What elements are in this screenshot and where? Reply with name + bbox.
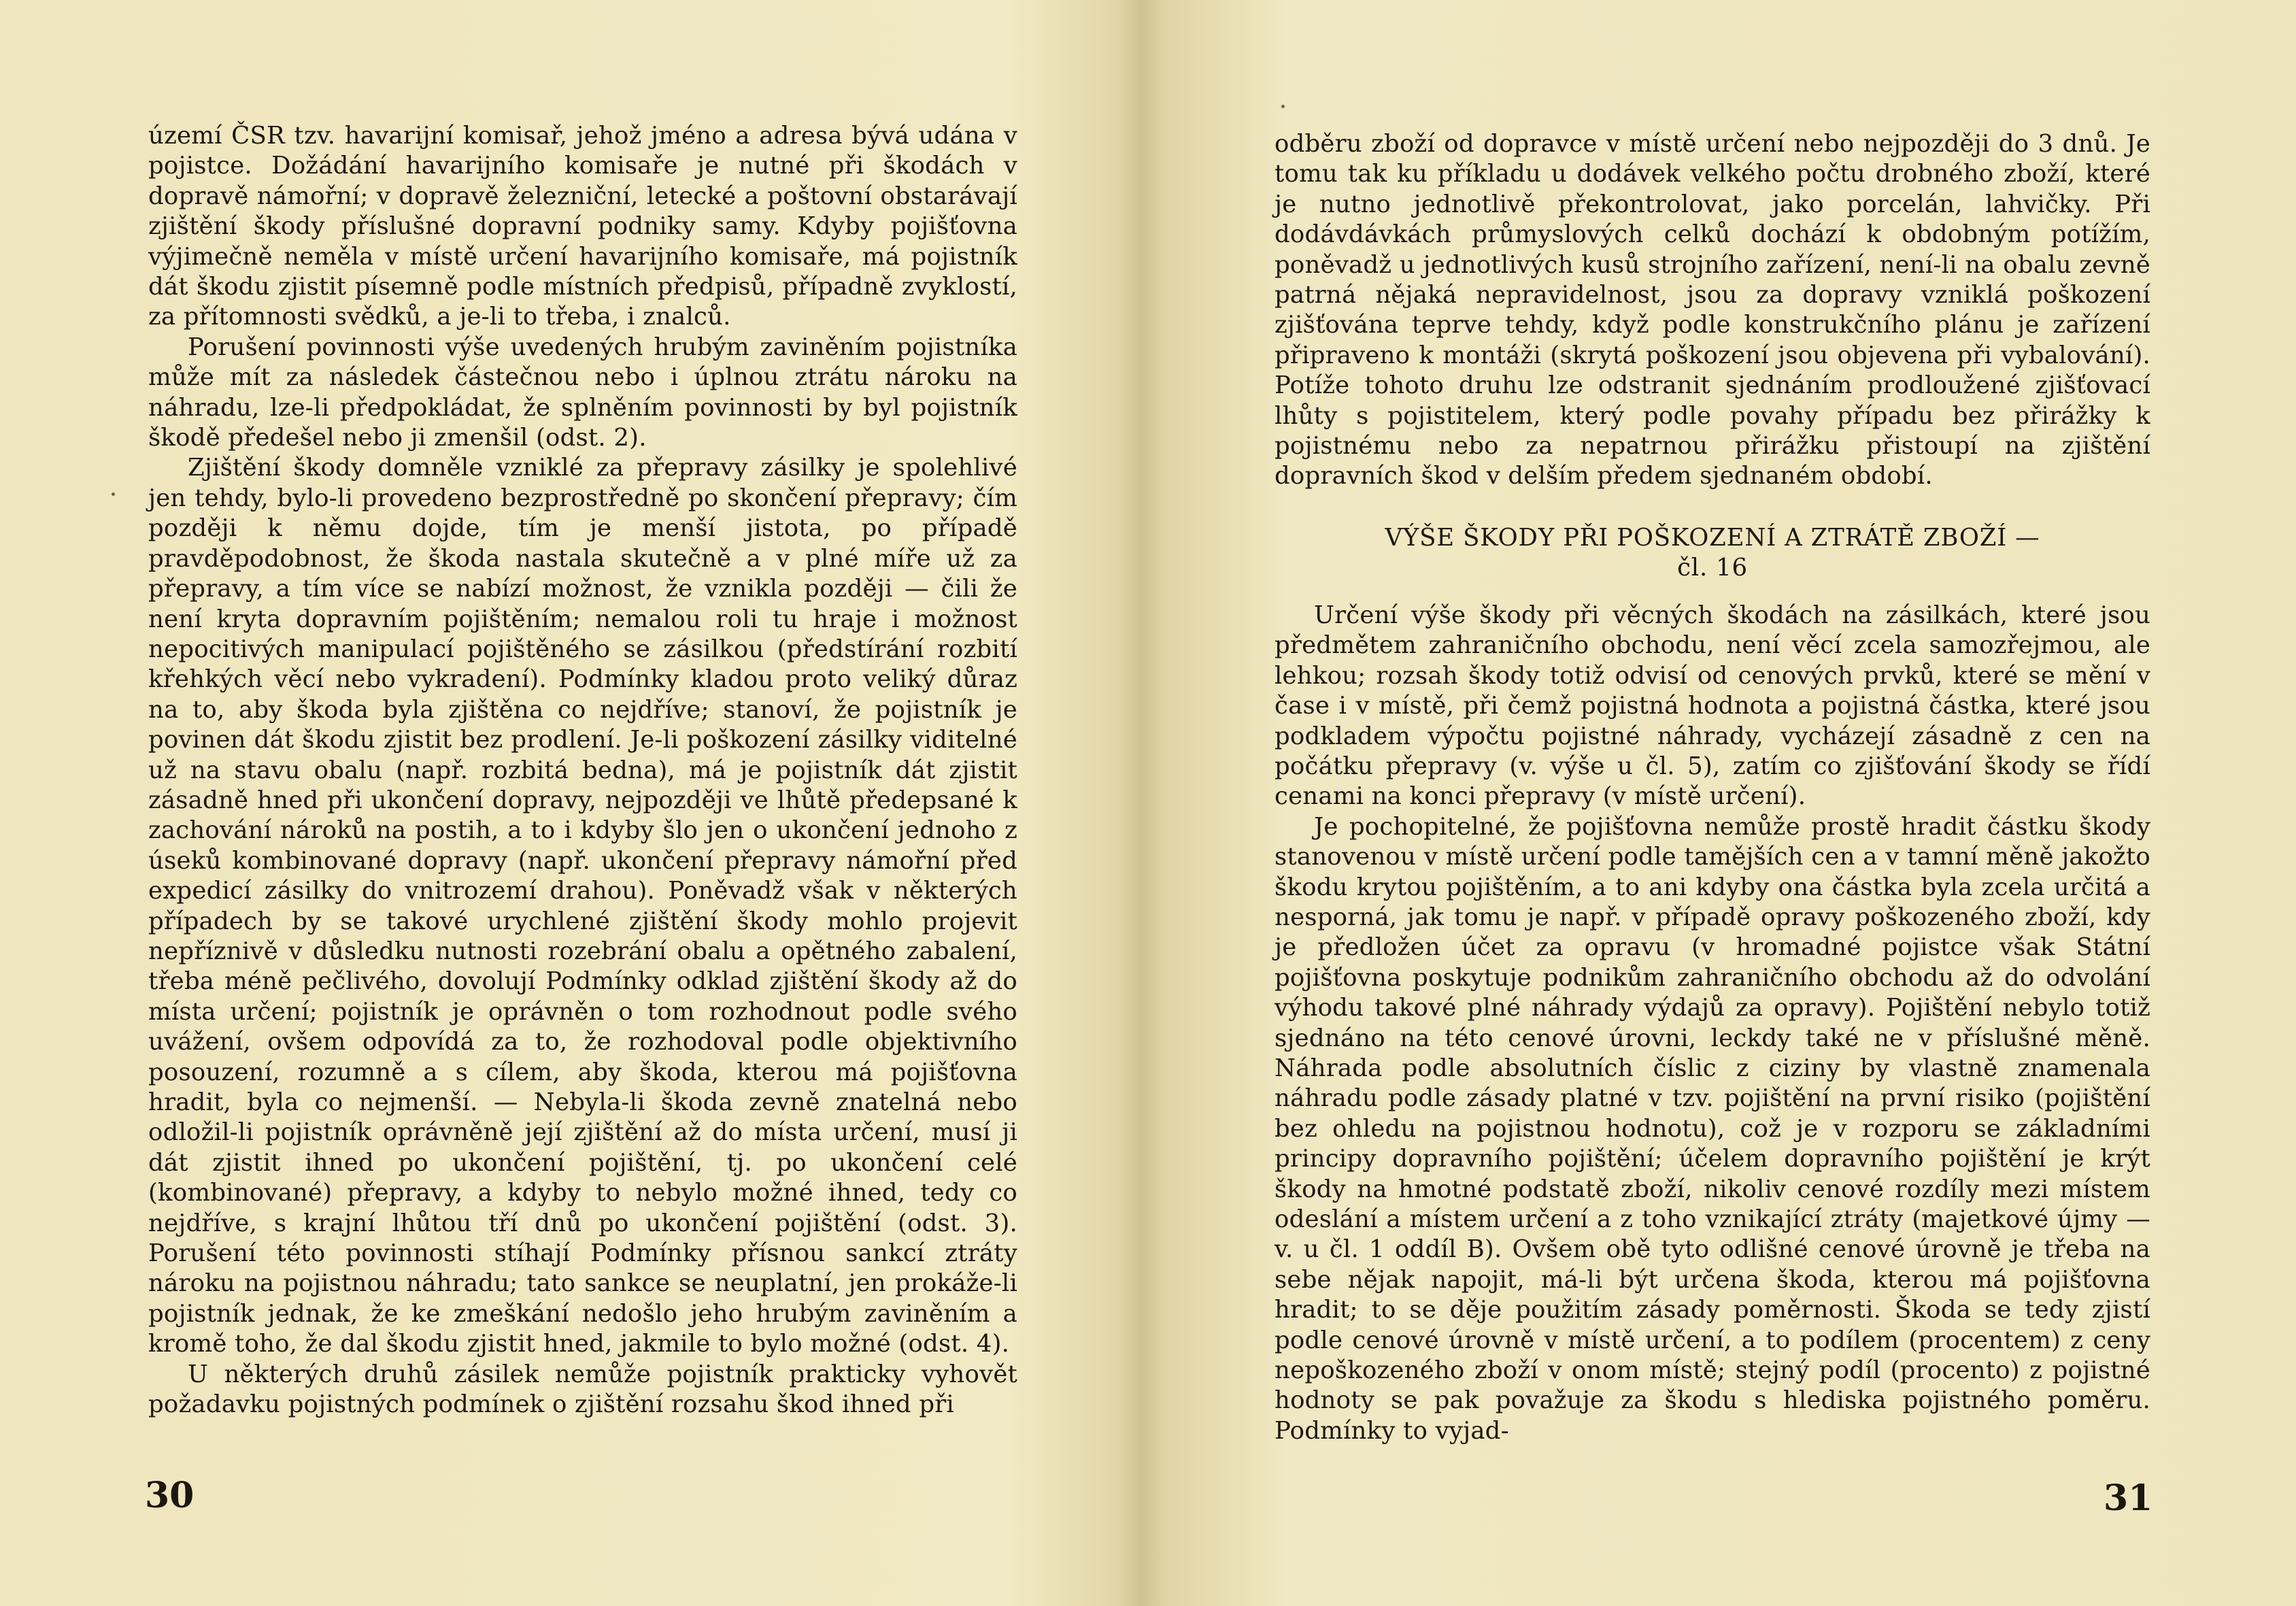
page-number: 31 — [2104, 1477, 2153, 1519]
paragraph: Zjištění škody domněle vzniklé za přepravy zásilky je spolehlivé jen tehdy, bylo-li provedeno bezprostředně po skončení přepravy; čím později k němu dojde, tím je menší jistota, po případě pravděpodobnost, že škoda nastala skutečně a v plné míře už za přepravy, a tím více se nabízí možnost, že vznikla později — čili že není kryta dopravním pojištěním; nemalou roli tu hraje i možnost nepocitivých manipulací pojištěného se zásilkou (předstírání rozbití křehkých věcí nebo vykradení). Podmínky kladou proto veliký důraz na to, aby škoda byla zjištěna co nejdříve; stanoví, že pojistník je povinen dát škodu zjistit bez prodlení. Je-li poškození zásilky viditelné už na stavu obalu (např. rozbitá bedna), má je pojistník dát zjistit zásadně hned při ukončení dopravy, nejpozději ve lhůtě předepsané k zachování nároků na postih, a to i kdyby šlo jen o ukončení jednoho z úseků kombinované dopravy (např. ukončení přepravy námořní před expedicí zásilky do vnitrozemí drahou). Poněvadž však v některých případech by se takové urychlené zjištění škody mohlo projevit nepříznivě v důsledku nutnosti rozebrání obalu a opětného zabalení, třeba méně pečlivého, dovolují Podmínky odklad zjištění škody až do místa určení; pojistník je oprávněn o tom rozhodnout podle svého uvážení, ovšem odpovídá za to, že rozhodoval podle objektivního posouzení, rozumně a s cílem, aby škoda, kterou má pojišťovna hradit, byla co nejmenší. — Nebyla-li škoda zevně znatelná nebo odložil-li pojistník oprávněně její zjištění až do místa určení, musí ji dát zjistit ihned po ukončení pojištění, tj. po ukončení celé (kombinované) přepravy, a kdyby to nebylo možné ihned, tedy co nejdříve, s krajní lhůtou tří dnů po ukončení pojištění (odst. 3). Porušení této povinnosti stíhají Podmínky přísnou sankcí ztráty nároku na pojistnou náhradu; tato sankce se neuplatní, jen prokáže-li pojistník jednak, že ke zmeškání nedošlo jeho hrubým zaviněním a kromě toho, že dal škodu zjistit hned, jakmile to bylo možné (odst. 4). — [148, 454, 1017, 1358]
paragraph: Určení výše škody při věcných škodách na zásilkách, které jsou předmětem zahraničního obchodu, není věcí zcela samozřejmou, ale lehkou; rozsah škody totiž odvisí od cenových prvků, které se mění v čase i v místě, při čemž pojistná hodnota a pojistná částka, které jsou podkladem výpočtu pojistné náhrady, vycházejí zásadně z cen na počátku přepravy (v. výše u čl. 5), zatím co zjišťování škody se řídí cenami na konci přepravy (v místě určení). — [1274, 601, 2150, 811]
paragraph: odběru zboží od dopravce v místě určení nebo nejpozději do 3 dnů. Je tomu tak ku příkladu u dodávek velkého počtu drobného zboží, které je nutno jednotlivě překontrolovat, jako porcelán, lahvičky. Při dodávdávkách průmyslových celků dochází k obdobným potížím, poněvadž u jednotlivých kusů strojního zařízení, není-li na obalu zevně patrná nějaká nepravidelnost, jsou za dopravy vzniklá poškození zjišťována teprve tehdy, když podle konstrukčního plánu je zařízení připraveno k montáži (skrytá poškození jsou objevena při vybalování). Potíže tohoto druhu lze odstranit sjednáním prodloužené zjišťovací lhůty s pojistitelem, který podle povahy případu bez přirážky k pojistnému nebo za nepatrnou přirážku přistoupí na zjištění dopravních škod v delším předem sjednaném období. — [1274, 130, 2150, 490]
paragraph: Je pochopitelné, že pojišťovna nemůže prostě hradit částku škody stanovenou v místě určení podle tamějších cen a v tamní měně jakožto škodu krytou pojištěním, a to ani kdyby ona částka byla zcela určitá a nesporná, jak tomu je např. v případě opravy poškozeného zboží, kdy je předložen účet za opravu (v hromadné pojistce však Státní pojišťovna poskytuje podnikům zahraničního obchodu až do odvolání výhodu takové plné náhrady výdajů za opravy). Pojištění nebylo totiž sjednáno na této cenové úrovni, leckdy také ne v příslušné měně. Náhrada podle absolutních číslic z ciziny by vlastně znamenala náhradu podle zásady platné v tzv. pojištění na první risiko (pojištění bez ohledu na pojistnou hodnotu), což je v rozporu se základními principy dopravního pojištění; účelem dopravního pojištění je krýt škody na hmotné podstatě zboží, nikoliv cenové rozdíly mezi místem odeslání a místem určení a z toho vznikající ztráty (majetkové újmy — v. u čl. 1 oddíl B). Ovšem obě tyto odlišné cenové úrovně je třeba na sebe nějak napojit, má-li být určena škoda, kterou má pojišťovna hradit; to se děje použitím zásady poměrnosti. Škoda se tedy zjistí podle cenové úrovně v místě určení, a to podílem (procentem) z ceny nepoškozeného zboží v onom místě; stejný podíl (procento) z pojistné hodnoty se pak považuje za škodu s hlediska pojistného poměru. Podmínky to vyjad- — [1274, 812, 2150, 1445]
left-page — [0, 0, 1143, 1606]
paper-speck — [1281, 105, 1285, 108]
section-heading-article: čl. 16 — [1677, 553, 1748, 582]
paragraph: U některých druhů zásilek nemůže pojistník prakticky vyhovět požadavku pojistných podmínek o zjištění rozsahu škod ihned při — [148, 1360, 1017, 1419]
left-page-text — [148, 121, 1017, 1420]
paper-speck — [112, 492, 115, 496]
section-heading — [1274, 523, 2150, 583]
section-heading-title: VÝŠE ŠKODY PŘI POŠKOZENÍ A ZTRÁTĚ ZBOŽÍ — — [1385, 523, 2040, 552]
right-page — [1153, 0, 2296, 1606]
right-page-text — [1274, 129, 2150, 1446]
paragraph: Porušení povinnosti výše uvedených hrubým zaviněním pojistníka může mít za následek částečnou nebo i úplnou ztrátu nároku na náhradu, lze-li předpokládat, že splněním povinnosti by byl pojistník škodě předešel nebo ji zmenšil (odst. 2). — [148, 333, 1017, 452]
paragraph: území ČSR tzv. havarijní komisař, jehož jméno a adresa bývá udána v pojistce. Dožádání havarijního komisaře je nutné při škodách v dopravě námořní; v dopravě železniční, letecké a poštovní obstarávají zjištění škody příslušné dopravní podniky samy. Kdyby pojišťovna výjimečně neměla v místě určení havarijního komisaře, má pojistník dát škodu zjistit písemně podle místních předpisů, případně zvyklostí, za přítomnosti svědků, a je-li to třeba, i znalců. — [148, 122, 1017, 331]
page-number: 30 — [145, 1475, 195, 1516]
